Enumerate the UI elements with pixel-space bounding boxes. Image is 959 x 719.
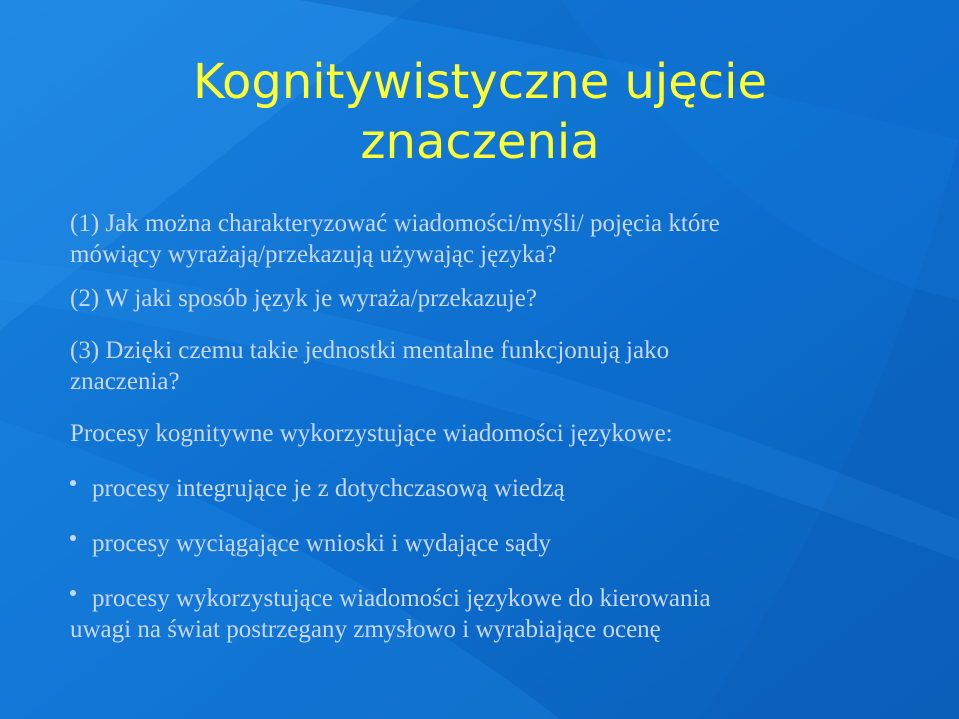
text-line: uwagi na świat postrzegany zmysłowo i wyrabiające ocenę bbox=[70, 616, 661, 643]
bullet-dot-icon bbox=[70, 480, 76, 486]
text-line: (2) W jaki sposób język je wyraża/przekazuje? bbox=[70, 285, 537, 312]
slide-title bbox=[80, 52, 880, 172]
text-line: (1) Jak można charakteryzować wiadomości/myśli/ pojęcia które bbox=[70, 210, 720, 237]
title-line: znaczenia bbox=[360, 114, 600, 170]
section-heading bbox=[70, 418, 910, 449]
text-line: mówiący wyrażają/przekazują używając języka? bbox=[70, 241, 557, 268]
question-3 bbox=[70, 335, 910, 397]
text-line: procesy integrujące je z dotychczasową wiedzą bbox=[92, 475, 565, 502]
bullet-item bbox=[70, 528, 910, 559]
slide-body bbox=[70, 208, 910, 645]
bullet-dot-icon bbox=[70, 535, 76, 541]
title-line: Kognitywistyczne ujęcie bbox=[192, 54, 768, 110]
text-line: znaczenia? bbox=[70, 368, 180, 395]
text-line: procesy wykorzystujące wiadomości językowe do kierowania bbox=[92, 585, 711, 612]
bullet-item bbox=[70, 583, 910, 645]
text-line: Procesy kognitywne wykorzystujące wiadomości językowe: bbox=[70, 420, 673, 447]
text-line: procesy wyciągające wnioski i wydające sądy bbox=[92, 530, 551, 557]
question-1 bbox=[70, 208, 910, 270]
bullet-item bbox=[70, 473, 910, 504]
bullet-dot-icon bbox=[70, 590, 76, 596]
text-line: (3) Dzięki czemu takie jednostki mentalne funkcjonują jako bbox=[70, 337, 670, 364]
question-2 bbox=[70, 283, 910, 314]
